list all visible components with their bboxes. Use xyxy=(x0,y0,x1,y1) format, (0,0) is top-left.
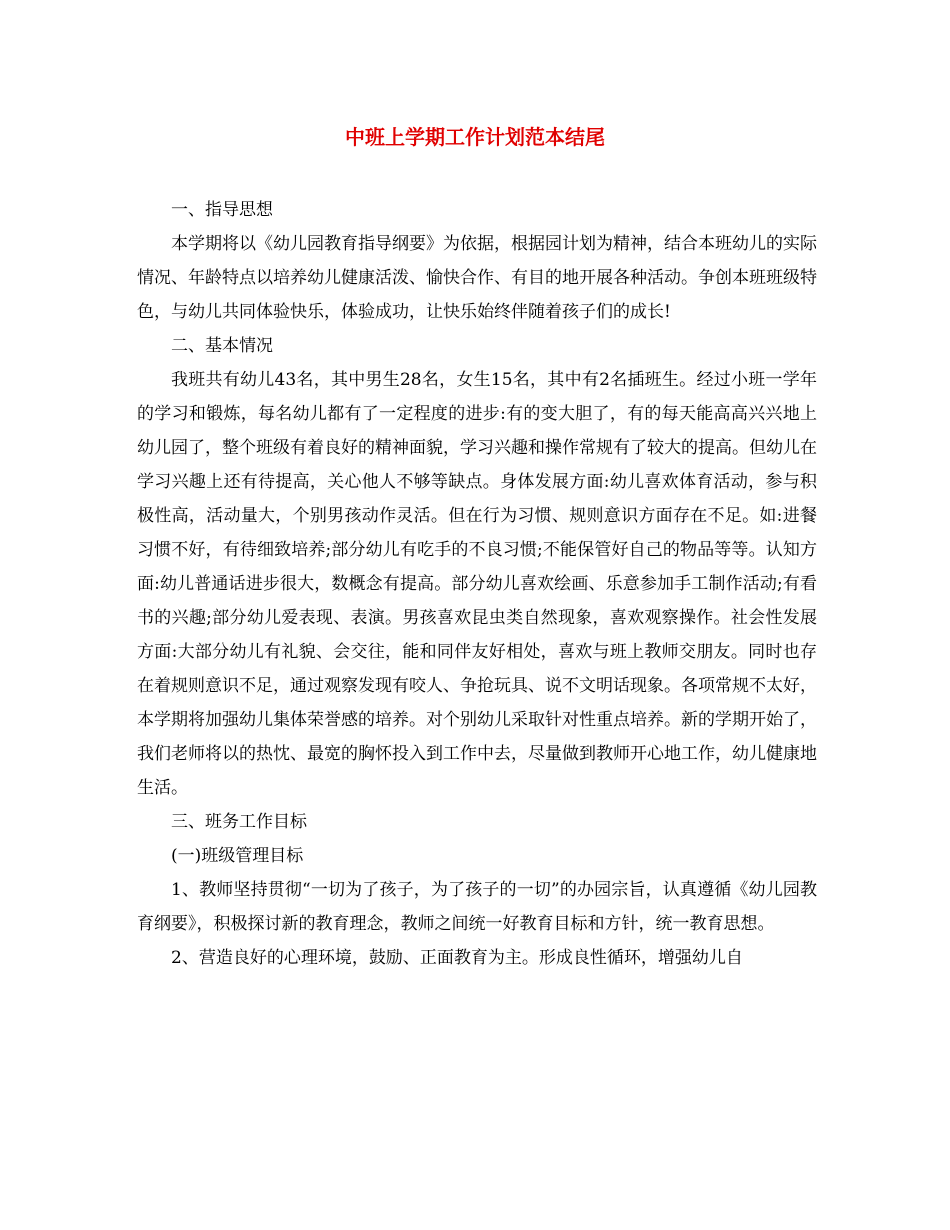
paragraph-goal-1: 1、教师坚持贯彻“一切为了孩子，为了孩子的一切”的办园宗旨，认真遵循《幼儿园教育纲要》，积极探讨新的教育理念，教师之间统一好教育目标和方针，统一教育思想。 xyxy=(137,880,817,934)
paragraph-guiding-ideology: 本学期将以《幼儿园教育指导纲要》为依据，根据园计划为精神，结合本班幼儿的实际情况、年龄特点以培养幼儿健康活泼、愉快合作、有目的地开展各种活动。争创本班班级特色，与幼儿共同体验快乐，体验成功，让快乐始终伴随着孩子们的成长! xyxy=(137,234,817,322)
section-heading-basic-situation: 二、基本情况 xyxy=(171,336,273,356)
paragraph-goal-2: 2、营造良好的心理环境，鼓励、正面教育为主。形成良性循环，增强幼儿自 xyxy=(171,948,743,968)
section-heading-class-work-goals: 三、班务工作目标 xyxy=(171,812,307,832)
document-body xyxy=(137,193,817,975)
document-title: 中班上学期工作计划范本结尾 xyxy=(345,125,605,149)
subsection-heading-class-management-goals: (一)班级管理目标 xyxy=(171,846,304,866)
paragraph-basic-situation: 我班共有幼儿43名，其中男生28名，女生15名，其中有2名插班生。经过小班一学年的学习和锻炼，每名幼儿都有了一定程度的进步:有的变大胆了，有的每天能高高兴兴地上幼儿园了，整个班级有着良好的精神面貌，学习兴趣和操作常规有了较大的提高。但幼儿在学习兴趣上还有待提高，关心他人不够等缺点。身体发展方面:幼儿喜欢体育活动，参与积极性高，活动量大，个别男孩动作灵活。但在行为习惯、规则意识方面存在不足。如:进餐习惯不好，有待细致培养;部分幼儿有吃手的不良习惯;不能保管好自己的物品等等。认知方面:幼儿普通话进步很大，数概念有提高。部分幼儿喜欢绘画、乐意参加手工制作活动;有看书的兴趣;部分幼儿爱表现、表演。男孩喜欢昆虫类自然现象，喜欢观察操作。社会性发展方面:大部分幼儿有礼貌、会交往，能和同伴友好相处，喜欢与班上教师交朋友。同时也存在着规则意识不足，通过观察发现有咬人、争抢玩具、说不文明话现象。各项常规不太好，本学期将加强幼儿集体荣誉感的培养。对个别幼儿采取针对性重点培养。新的学期开始了，我们老师将以的热忱、最宽的胸怀投入到工作中去，尽量做到教师开心地工作，幼儿健康地生活。 xyxy=(137,370,817,798)
section-heading-guiding-ideology: 一、指导思想 xyxy=(171,200,273,220)
